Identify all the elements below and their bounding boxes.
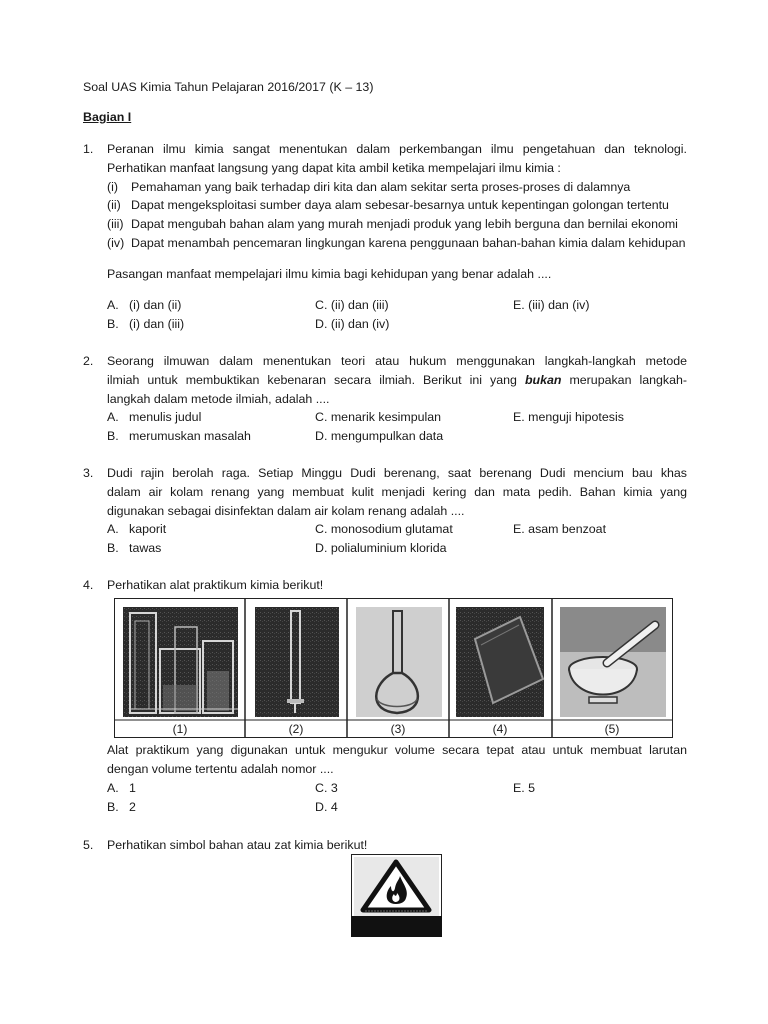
- list-item: [107, 196, 687, 215]
- option-c[interactable]: [315, 520, 453, 539]
- list-item-text: Dapat menambah pencemaran lingkungan karena penggunaan bahan-bahan kimia dalam kehidupan: [131, 235, 686, 250]
- lab-equipment-figure: [114, 598, 673, 738]
- option-letter: D.: [315, 799, 328, 814]
- option-d[interactable]: [315, 427, 443, 446]
- option-d[interactable]: [315, 539, 447, 558]
- option-text: (i) dan (ii): [129, 297, 182, 312]
- option-c[interactable]: [315, 779, 338, 798]
- option-letter: A.: [107, 522, 119, 537]
- question-prompt: Pasangan manfaat mempelajari ilmu kimia bagi kehidupan yang benar adalah ....: [107, 266, 552, 281]
- list-item: [107, 234, 687, 253]
- option-b[interactable]: [107, 539, 161, 558]
- option-letter: E.: [513, 297, 525, 312]
- option-letter: B.: [107, 429, 119, 444]
- option-letter: E.: [513, 522, 525, 537]
- option-text: (i) dan (iii): [129, 316, 185, 331]
- question-text-line: Perhatikan alat praktikum kimia berikut!: [107, 578, 324, 592]
- question-number: 2.: [83, 354, 94, 368]
- burette-photo: [255, 607, 339, 717]
- list-item: [107, 215, 687, 234]
- option-letter: E.: [513, 410, 525, 425]
- question-text-line: Peranan ilmu kimia sangat menentukan dalam perkembangan ilmu pengetahuan dan teknologi.: [107, 142, 687, 156]
- list-item-text: Dapat mengubah bahan alam yang murah menjadi produk yang lebih berguna dan bernilai ekonomi: [131, 217, 678, 232]
- option-letter: A.: [107, 410, 119, 425]
- question-number: 3.: [83, 466, 94, 480]
- option-letter: B.: [107, 799, 119, 814]
- question-text-line: langkah dalam metode ilmiah, adalah ....: [107, 391, 330, 406]
- list-item: [107, 178, 687, 197]
- list-item-number: (i): [107, 179, 119, 194]
- option-text: 1: [129, 780, 136, 795]
- option-text: (iii) dan (iv): [528, 297, 590, 312]
- section-heading: Bagian I: [83, 110, 132, 124]
- answer-options: [107, 296, 687, 334]
- mortar-pestle-photo: [560, 607, 666, 717]
- list-item-text: Pemahaman yang baik terhadap diri kita dan alam sekitar serta proses-proses di dalamnya: [131, 179, 631, 194]
- option-e[interactable]: [513, 520, 606, 539]
- option-text: kaporit: [129, 522, 167, 537]
- option-d[interactable]: [315, 798, 338, 817]
- question-text-line: dengan volume tertentu adalah nomor ....: [107, 761, 334, 776]
- option-text: 5: [528, 780, 536, 795]
- option-text: merumuskan masalah: [129, 429, 251, 444]
- beakers-photo: [123, 607, 238, 717]
- question-text-line: Dudi rajin berolah raga. Setiap Minggu Dudi berenang, saat berenang Dudi mencium bau khas: [107, 466, 687, 480]
- option-letter: C.: [315, 410, 328, 425]
- option-letter: D.: [315, 429, 328, 444]
- option-c[interactable]: [315, 408, 441, 427]
- option-a[interactable]: [107, 296, 181, 315]
- figure-label-2: (2): [288, 722, 304, 736]
- option-e[interactable]: [513, 408, 624, 427]
- question-text-segment: merupakan langkah-: [569, 372, 688, 387]
- option-text: 3: [330, 780, 338, 795]
- option-letter: A.: [107, 297, 119, 312]
- question-text-line: Perhatikan manfaat langsung yang dapat kita ambil ketika mempelajari ilmu kimia :: [107, 160, 561, 175]
- option-a[interactable]: [107, 779, 136, 798]
- option-b[interactable]: [107, 315, 184, 334]
- flammable-hazard-icon: [351, 854, 442, 937]
- list-item-number: (iv): [107, 235, 125, 250]
- option-text: 2: [129, 799, 136, 814]
- question-number: 5.: [83, 838, 94, 852]
- list-item-number: (iii): [107, 217, 124, 232]
- option-text: monosodium glutamat: [330, 522, 453, 537]
- option-letter: A.: [107, 780, 119, 795]
- figure-label-4: (4): [492, 722, 508, 736]
- option-letter: E.: [513, 780, 525, 795]
- option-b[interactable]: [107, 798, 136, 817]
- glass-plate-photo: [456, 607, 544, 717]
- option-letter: C.: [315, 297, 328, 312]
- option-text: mengumpulkan data: [330, 429, 444, 444]
- question-text-segment: ilmiah untuk membuktikan kebenaran secara ilmiah. Berikut ini yang: [107, 372, 517, 387]
- question-text-line: Seorang ilmuwan dalam menentukan teori atau hukum menggunakan langkah-langkah metode: [107, 354, 687, 368]
- figure-label-5: (5): [604, 722, 620, 736]
- option-e[interactable]: [513, 296, 589, 315]
- question-text-line: Perhatikan simbol bahan atau zat kimia berikut!: [107, 838, 368, 852]
- option-a[interactable]: [107, 520, 166, 539]
- option-letter: C.: [315, 522, 328, 537]
- option-text: 4: [330, 799, 338, 814]
- option-text: (ii) dan (iii): [330, 297, 389, 312]
- figure-label-3: (3): [390, 722, 406, 736]
- answer-options: [107, 408, 687, 446]
- option-text: menguji hipotesis: [528, 410, 624, 425]
- option-text: menulis judul: [129, 410, 202, 425]
- option-text: tawas: [129, 541, 162, 556]
- figure-label-1: (1): [172, 722, 188, 736]
- option-letter: D.: [315, 316, 328, 331]
- volumetric-flask-photo: [356, 607, 442, 717]
- option-letter: B.: [107, 541, 119, 556]
- answer-options: [107, 520, 687, 558]
- answer-options: [107, 779, 687, 817]
- question-number: 4.: [83, 578, 94, 592]
- question-text-line: dalam air kolam renang yang membuat kulit menjadi kering dan mata pedih. Bahan kimia yang: [107, 484, 687, 499]
- question-text-line: [107, 371, 687, 390]
- option-text: asam benzoat: [528, 522, 607, 537]
- option-e[interactable]: [513, 779, 535, 798]
- document-title: Soal UAS Kimia Tahun Pelajaran 2016/2017 (K – 13): [83, 80, 374, 94]
- question-number: 1.: [83, 142, 94, 156]
- option-text: menarik kesimpulan: [330, 410, 442, 425]
- question-text-line: digunakan sebagai disinfektan dalam air kolam renang adalah ....: [107, 503, 465, 518]
- option-text: polialuminium klorida: [330, 541, 447, 556]
- option-a[interactable]: [107, 408, 201, 427]
- option-letter: B.: [107, 316, 119, 331]
- list-item-text: Dapat mengeksploitasi sumber daya alam sebesar-besarnya untuk kepentingan golongan tertentu: [131, 198, 669, 213]
- question-text-line: Alat praktikum yang digunakan untuk mengukur volume secara tepat atau untuk membuat larutan: [107, 743, 687, 757]
- list-item-number: (ii): [107, 198, 121, 213]
- option-b[interactable]: [107, 427, 251, 446]
- option-letter: D.: [315, 541, 328, 556]
- emphasis-word: bukan: [524, 372, 562, 387]
- option-text: (ii) dan (iv): [330, 316, 390, 331]
- option-c[interactable]: [315, 296, 389, 315]
- option-d[interactable]: [315, 315, 389, 334]
- option-letter: C.: [315, 780, 328, 795]
